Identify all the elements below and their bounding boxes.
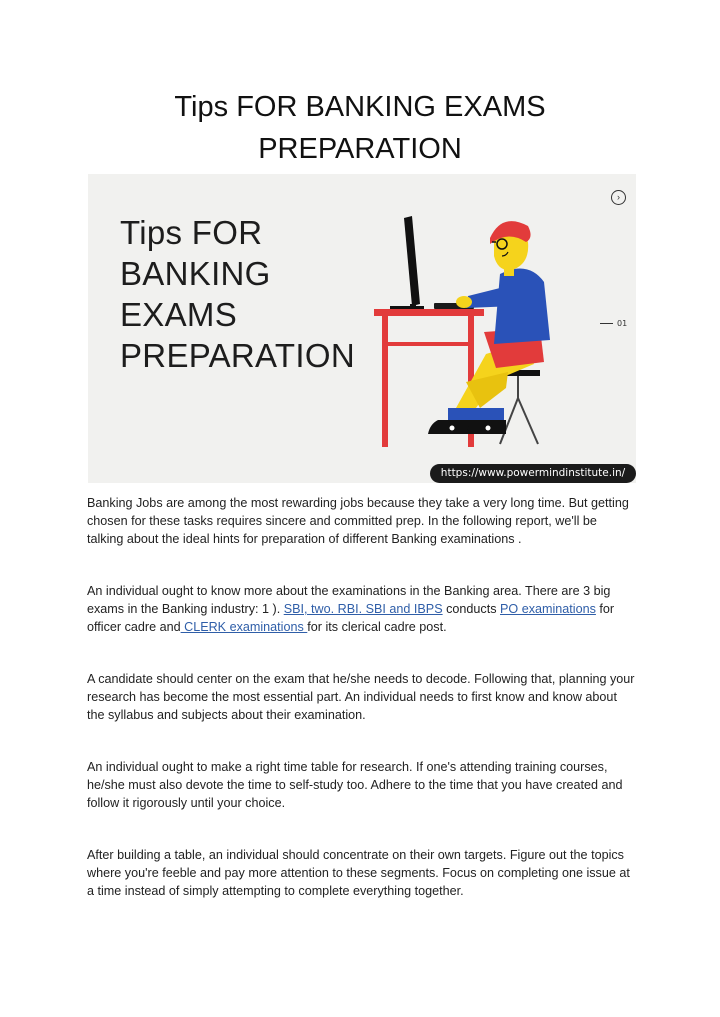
slide-page-number: 01: [617, 319, 628, 328]
desk: [374, 309, 484, 316]
paragraph-targets: After building a table, an individual should concentrate on their own targets. Figure out the topics where you're feeble and pay more attention to these segments. Focus on completing one issue at a time instead of simply attempting to complete everything together.: [87, 848, 630, 898]
paragraph-exams-text: for its clerical cadre post.: [307, 620, 447, 634]
paragraph-exams-text: conducts: [442, 602, 501, 616]
paragraph-intro: Banking Jobs are among the most rewarding jobs because they take a very long time. But getting chosen for these tasks requires sincere and committed prep. In the following report, we'll be talking about the ideal hints for preparation of different Banking examinations .: [87, 496, 629, 546]
hero-banner-image: [88, 174, 636, 483]
banner-heading-line: PREPARATION: [120, 337, 355, 374]
link-sbi-rbi-ibps[interactable]: SBI, two. RBI. SBI and IBPS: [283, 602, 443, 616]
page-title: [0, 86, 720, 170]
banner-heading-line: Tips FOR: [120, 214, 263, 251]
link-clerk-examinations[interactable]: CLERK examinations: [180, 620, 308, 634]
paragraph-timetable: An individual ought to make a right time table for research. If one's attending training courses, he/she must also devote the time to self-study too. Adhere to the time that you have created and follow it rigorously until your choice.: [87, 760, 623, 810]
banner-heading-line: BANKING: [120, 255, 271, 292]
chevron-right-icon: ›: [611, 190, 626, 205]
banner-heading: [120, 212, 355, 376]
paragraph-exams-text: for officer cadre and: [87, 602, 615, 634]
paragraph-exams-text: An individual ought to know more about the examinations in the Banking area. There are 3 big exams in the Banking industry: 1 ).: [87, 584, 611, 616]
page-title-line-1: Tips FOR BANKING EXAMS: [174, 91, 546, 123]
paragraph-focus: A candidate should center on the exam that he/she needs to decode. Following that, planning your research has become the most essential part. An individual needs to first know and know about the syllabus and subjects about their examination.: [87, 672, 635, 722]
paragraph-exams: [87, 582, 635, 636]
student-at-computer-illustration: [368, 212, 608, 452]
banner-heading-line: EXAMS: [120, 296, 238, 333]
page-title-line-2: PREPARATION: [258, 133, 462, 165]
website-url-badge: https://www.powermindinstitute.in/: [430, 464, 636, 483]
monitor-icon: [404, 216, 420, 306]
link-po-examinations[interactable]: PO examinations: [500, 602, 596, 616]
